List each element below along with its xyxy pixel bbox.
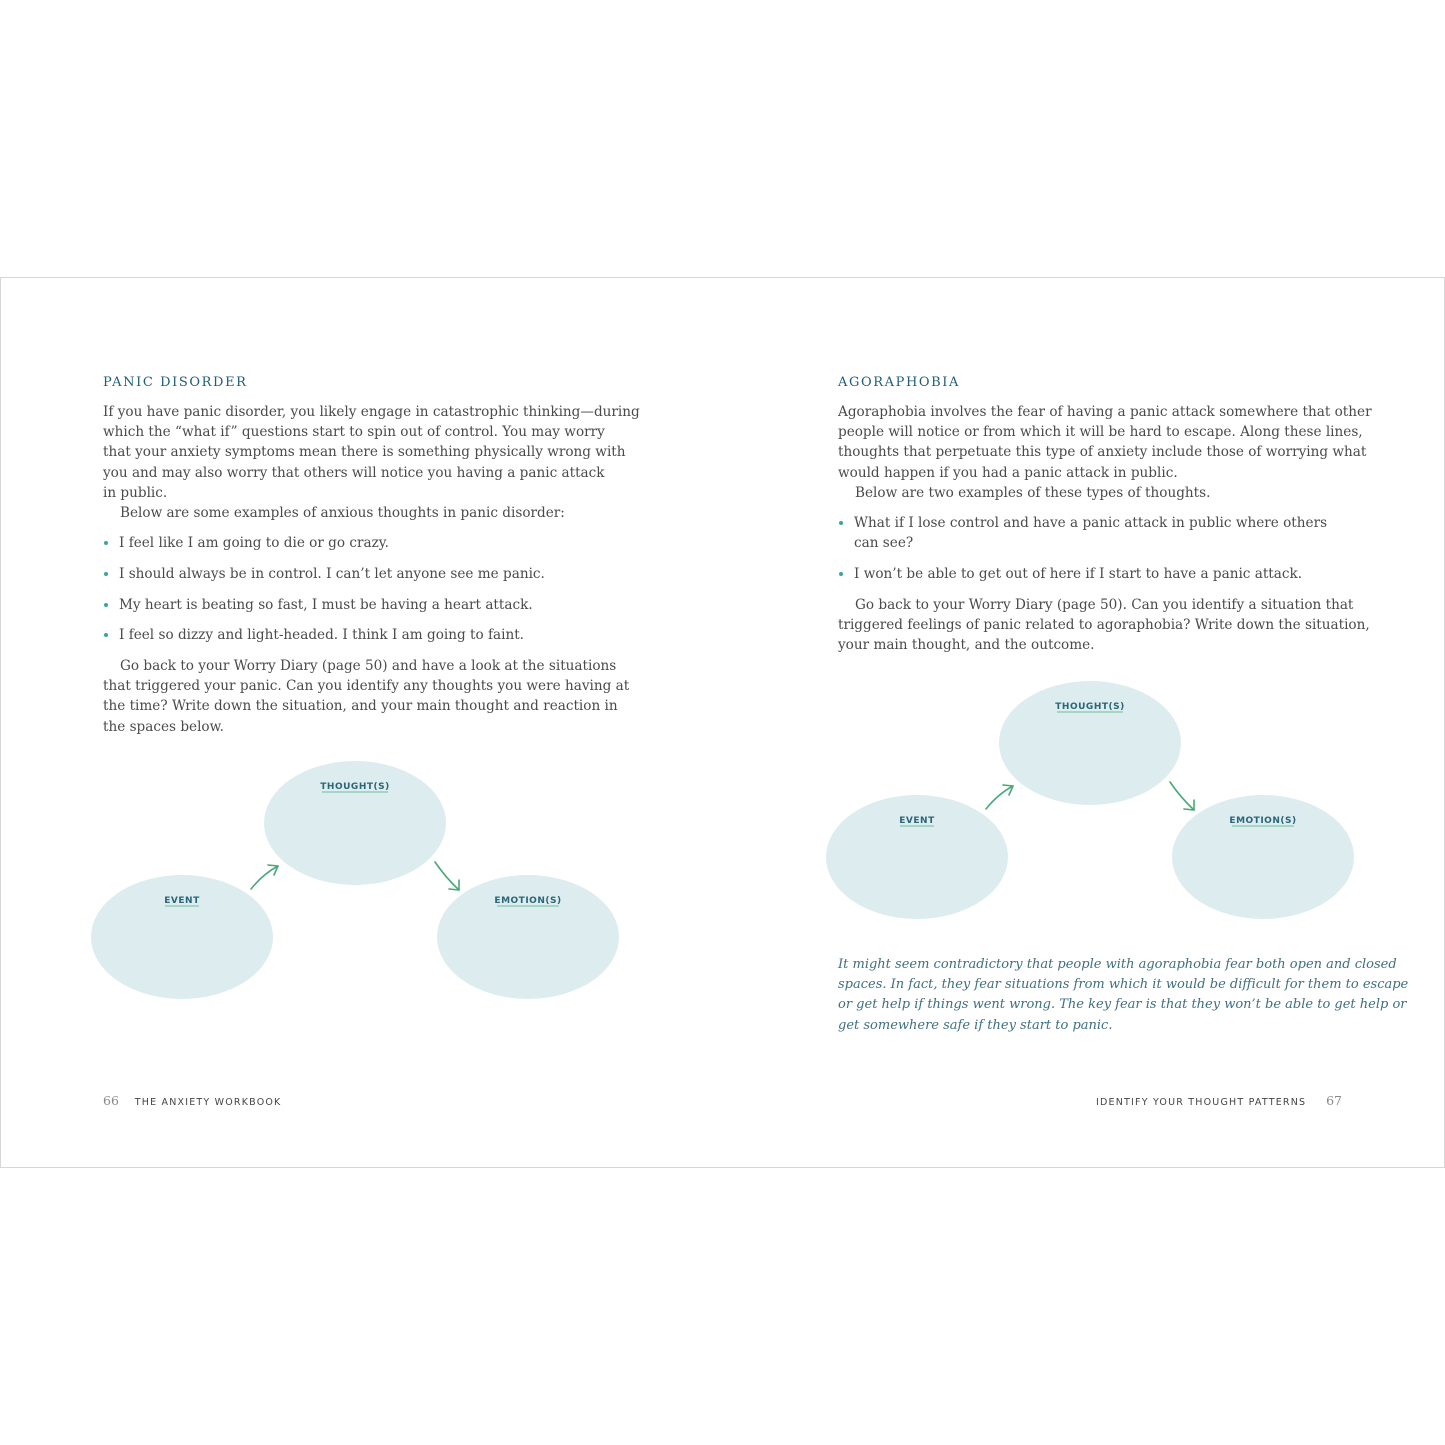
- instruction-line: the spaces below.: [103, 718, 224, 735]
- emotions-label: EMOTION(S): [1229, 816, 1297, 826]
- bullet-list: [103, 533, 643, 645]
- intro-line: you and may also worry that others will notice you having a panic attack: [103, 464, 605, 481]
- thoughts-bubble[interactable]: [999, 681, 1181, 805]
- list-item-line: I won’t be able to get out of here if I start to have a panic attack.: [854, 565, 1303, 582]
- intro-line: in public.: [103, 484, 168, 501]
- arrow-up-right-icon: [251, 865, 278, 889]
- thoughts-label: THOUGHT(S): [1055, 702, 1125, 712]
- italic-sidenote: [838, 955, 1409, 1036]
- thoughts-bubble[interactable]: [264, 761, 446, 885]
- note-line: spaces. In fact, they fear situations from which it would be difficult for them to escape: [838, 977, 1409, 993]
- thought-cycle-diagram: [1, 748, 721, 1008]
- event-bubble[interactable]: [826, 795, 1008, 919]
- event-label: EVENT: [899, 816, 935, 826]
- list-item: I feel so dizzy and light-headed. I think I am going to faint.: [103, 625, 643, 645]
- thoughts-label: THOUGHT(S): [320, 782, 390, 792]
- intro-line: If you have panic disorder, you likely engage in catastrophic thinking—during: [103, 404, 640, 420]
- emotions-bubble[interactable]: [437, 875, 619, 999]
- emotions-label: EMOTION(S): [494, 896, 562, 906]
- lead-in-text: Below are some examples of anxious thoughts in panic disorder:: [120, 505, 565, 522]
- list-item: [838, 564, 1398, 584]
- left-footer: [103, 1093, 281, 1108]
- left-page: [1, 278, 721, 1167]
- emotions-bubble[interactable]: [1172, 795, 1354, 919]
- instruction-line: the time? Write down the situation, and your main thought and reaction in: [103, 698, 618, 715]
- intro-line: thoughts that perpetuate this type of anxiety include those of worrying what: [838, 444, 1367, 461]
- instruction-line: Go back to your Worry Diary (page 50) and have a look at the situations: [120, 658, 617, 675]
- note-line: get somewhere safe if they start to panic.: [838, 1017, 1113, 1033]
- intro-line: which the “what if” questions start to spin out of control. You may worry: [103, 424, 605, 441]
- intro-line: people will notice or from which it will be hard to escape. Along these lines,: [838, 424, 1363, 441]
- thought-cycle-diagram: [721, 668, 1444, 928]
- instruction-paragraph: [838, 595, 1398, 656]
- list-item: My heart is beating so fast, I must be having a heart attack.: [103, 595, 643, 615]
- running-title: IDENTIFY YOUR THOUGHT PATTERNS: [1096, 1097, 1307, 1108]
- right-body-text: [838, 402, 1398, 655]
- list-item-line: What if I lose control and have a panic attack in public where others: [854, 515, 1328, 532]
- page-number: 66: [103, 1093, 119, 1108]
- bullet-list: [838, 513, 1398, 584]
- instruction-line: triggered feelings of panic related to agoraphobia? Write down the situation,: [838, 616, 1370, 633]
- running-title: THE ANXIETY WORKBOOK: [134, 1097, 282, 1108]
- section-heading-agoraphobia: AGORAPHOBIA: [838, 375, 961, 390]
- list-item: [838, 513, 1398, 553]
- intro-line: would happen if you had a panic attack in public.: [838, 464, 1178, 481]
- left-body-text: [103, 402, 643, 737]
- event-bubble[interactable]: [91, 875, 273, 999]
- arrow-down-right-icon: [1170, 782, 1194, 810]
- page-number: 67: [1326, 1093, 1342, 1108]
- right-footer: [1096, 1093, 1342, 1108]
- arrow-up-right-icon: [986, 785, 1013, 809]
- lead-in-text: Below are two examples of these types of thoughts.: [855, 484, 1211, 501]
- list-item: I feel like I am going to die or go crazy.: [103, 533, 643, 553]
- instruction-paragraph: [103, 656, 643, 737]
- list-item: I should always be in control. I can’t let anyone see me panic.: [103, 564, 643, 584]
- section-heading-panic-disorder: PANIC DISORDER: [103, 375, 248, 390]
- note-line: or get help if things went wrong. The key fear is that they won’t be able to get help or: [838, 997, 1407, 1013]
- arrow-down-right-icon: [435, 862, 459, 890]
- intro-line: Agoraphobia involves the fear of having a panic attack somewhere that other: [838, 404, 1372, 420]
- right-page: [721, 278, 1444, 1167]
- instruction-line: that triggered your panic. Can you identify any thoughts you were having at: [103, 678, 630, 695]
- event-label: EVENT: [164, 896, 200, 906]
- note-line: It might seem contradictory that people with agoraphobia fear both open and closed: [838, 957, 1397, 972]
- intro-line: that your anxiety symptoms mean there is something physically wrong with: [103, 444, 626, 461]
- instruction-line: your main thought, and the outcome.: [838, 637, 1095, 654]
- instruction-line: Go back to your Worry Diary (page 50). Can you identify a situation that: [855, 596, 1354, 613]
- list-item-line: can see?: [854, 535, 914, 552]
- book-spread: [0, 277, 1445, 1168]
